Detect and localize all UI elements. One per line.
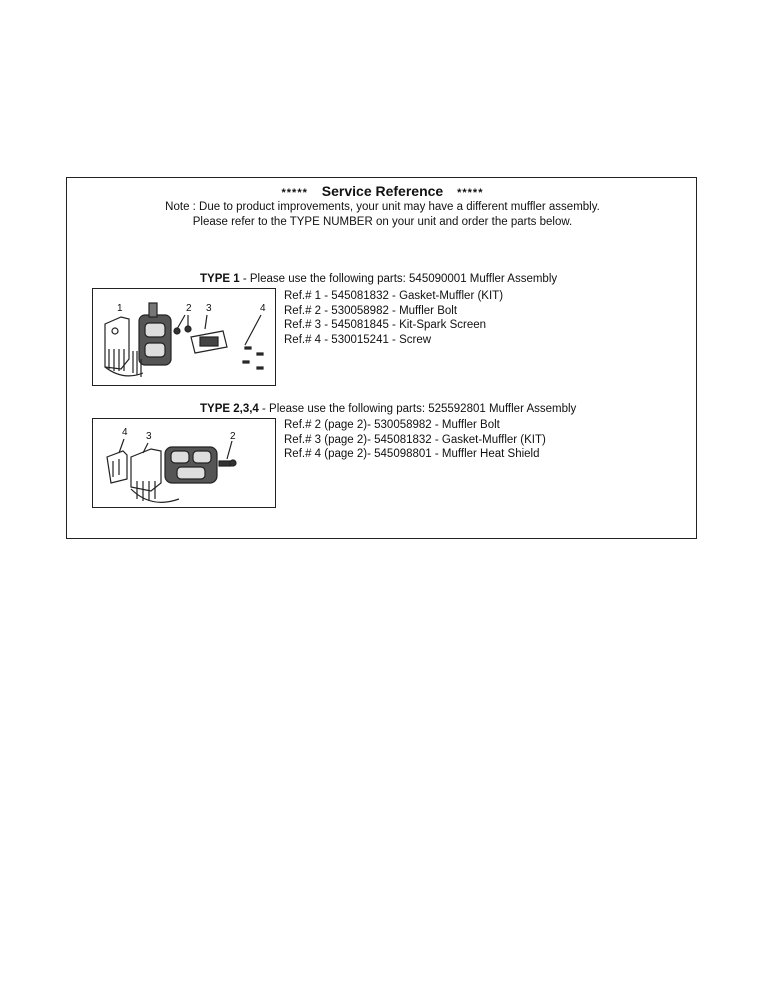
type1-ref-list — [284, 289, 503, 347]
muffler-drawing — [133, 303, 171, 377]
type234-callout-4: 4 — [122, 427, 128, 438]
type1-ref-item: Ref.# 4 - 530015241 - Screw — [284, 333, 432, 346]
type234-label: TYPE 2,3,4 — [200, 403, 259, 415]
type234-diagram — [92, 418, 276, 508]
type234-parts-illustration — [93, 419, 277, 509]
type1-callout-1: 1 — [117, 303, 123, 314]
type1-heading — [200, 273, 557, 285]
type1-ref-item: Ref.# 3 - 545081845 - Kit-Spark Screen — [284, 319, 487, 331]
service-reference-box — [66, 177, 697, 539]
note-line-2: Please refer to the TYPE NUMBER on your unit and order the parts below. — [192, 216, 573, 228]
type234-ref-item: Ref.# 2 (page 2)- 530058982 - Muffler Bolt — [284, 419, 500, 431]
type1-text: - Please use the following parts: 545090001 Muffler Assembly — [239, 273, 558, 285]
note-line-1: Note : Due to product improvements, your unit may have a different muffler assembly. — [165, 201, 600, 213]
title-text: Service Reference — [321, 183, 444, 199]
type234-callout-3: 3 — [146, 431, 152, 442]
spark-screen-drawing — [191, 315, 227, 353]
bolt-drawing — [174, 315, 191, 334]
type234-heading — [200, 403, 576, 415]
type234-ref-list — [284, 418, 546, 462]
type234-text: - Please use the following parts: 525592801 Muffler Assembly — [258, 403, 577, 415]
type1-ref-item: Ref.# 2 - 530058982 - Muffler Bolt — [284, 304, 458, 317]
title-stars-right: ***** — [457, 187, 484, 199]
type1-parts-illustration — [93, 289, 277, 387]
muffler-drawing — [165, 447, 217, 483]
type1-ref-item: Ref.# 1 - 545081832 - Gasket-Muffler (KIT) — [284, 290, 504, 302]
type1-callout-3: 3 — [206, 303, 212, 314]
screw-drawing — [243, 315, 263, 369]
type234-ref-item: Ref.# 4 (page 2)- 545098801 - Muffler Heat Shield — [284, 448, 540, 460]
bolt-drawing — [219, 441, 236, 466]
type234-callout-2: 2 — [230, 431, 236, 442]
type1-callout-4: 4 — [260, 303, 266, 314]
type234-ref-item: Ref.# 3 (page 2)- 545081832 - Gasket-Muffler (KIT) — [284, 433, 546, 446]
service-reference-title — [67, 183, 698, 199]
title-stars-left: ***** — [281, 187, 308, 199]
type1-diagram — [92, 288, 276, 386]
type1-label: TYPE 1 — [200, 273, 240, 285]
heat-shield-drawing — [107, 439, 127, 483]
note-text — [67, 200, 698, 230]
type1-callout-2: 2 — [186, 303, 192, 314]
